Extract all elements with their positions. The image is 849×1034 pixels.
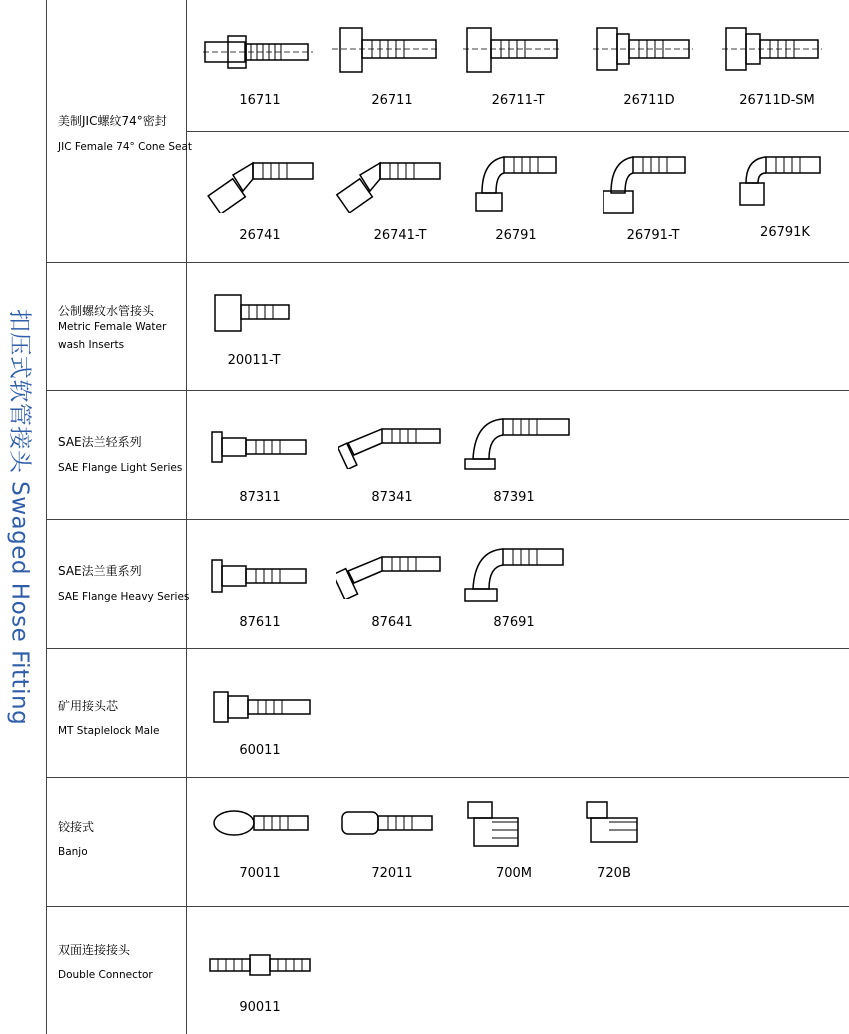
- part-code: 16711: [239, 93, 281, 108]
- divider: [46, 906, 849, 907]
- part-code: 26711D-SM: [739, 93, 815, 108]
- divider: [46, 0, 47, 1034]
- fitting-diagram-26791-t: [603, 153, 687, 215]
- fitting-diagram-26741: [205, 155, 317, 213]
- part-code: 26711D: [623, 93, 675, 108]
- section-label-cn: 矿用接头芯: [58, 699, 119, 713]
- section-label-en: SAE Flange Light Series: [58, 462, 183, 474]
- fitting-diagram-60011: [212, 690, 314, 724]
- fitting-diagram-87691: [463, 545, 567, 603]
- part-code: 26711: [371, 93, 413, 108]
- part-code: 26741: [239, 228, 281, 243]
- fitting-diagram-16711: [203, 32, 313, 72]
- fitting-diagram-26711d-sm: [722, 26, 822, 72]
- fitting-diagram-87641: [336, 553, 444, 599]
- section-label-en: SAE Flange Heavy Series: [58, 591, 190, 603]
- fitting-diagram-87391: [463, 415, 573, 471]
- divider: [186, 131, 849, 132]
- part-code: 90011: [239, 1000, 281, 1015]
- part-code: 87691: [493, 615, 535, 630]
- part-code: 20011-T: [227, 353, 281, 368]
- part-code: 26741-T: [373, 228, 427, 243]
- fitting-diagram-26711: [332, 26, 440, 74]
- fitting-diagram-26711d: [593, 26, 693, 72]
- fitting-diagram-87311: [210, 430, 310, 464]
- part-code: 700M: [495, 866, 533, 881]
- part-code: 26791K: [760, 225, 810, 240]
- section-label-en: JIC Female 74° Cone Seat: [58, 141, 192, 153]
- part-code: 87391: [493, 490, 535, 505]
- fitting-diagram-26791: [474, 153, 558, 215]
- section-label-en: MT Staplelock Male: [58, 725, 160, 737]
- section-label-en: Double Connector: [58, 969, 153, 981]
- part-code: 26711-T: [491, 93, 545, 108]
- part-code: 87611: [239, 615, 281, 630]
- part-code: 70011: [239, 866, 281, 881]
- fitting-diagram-26741-t: [332, 155, 444, 213]
- part-code: 26791-T: [626, 228, 680, 243]
- part-code: 87641: [371, 615, 413, 630]
- part-code: 26791: [495, 228, 537, 243]
- fitting-diagram-26791k: [738, 153, 824, 209]
- section-label-en: Metric Female Water: [58, 321, 167, 333]
- section-label-cn: SAE法兰重系列: [58, 564, 142, 578]
- fitting-diagram-87611: [210, 558, 310, 594]
- part-code: 87311: [239, 490, 281, 505]
- section-label-en: wash Inserts: [58, 339, 125, 351]
- section-label-en: Banjo: [58, 846, 88, 858]
- fitting-diagram-20011-t: [213, 293, 293, 333]
- divider: [46, 262, 849, 263]
- fitting-diagram-700m: [466, 800, 526, 850]
- fitting-diagram-90011: [208, 953, 312, 977]
- page-title: 扣压式软管接头 Swaged Hose Fitting: [6, 308, 33, 726]
- section-label-cn: 美制JIC螺纹74°密封: [58, 114, 167, 128]
- vertical-title: [0, 0, 44, 1034]
- section-label-cn: 双面连接接头: [58, 943, 131, 957]
- divider: [46, 390, 849, 391]
- part-code: 72011: [371, 866, 413, 881]
- fitting-diagram-70011: [212, 808, 312, 838]
- part-code: 720B: [597, 866, 631, 881]
- fitting-diagram-720b: [585, 800, 641, 846]
- part-code: 60011: [239, 743, 281, 758]
- section-label-cn: 铰接式: [58, 820, 95, 834]
- divider: [186, 0, 187, 1034]
- divider: [46, 777, 849, 778]
- fitting-diagram-87341: [338, 425, 444, 469]
- fitting-diagram-26711-t: [463, 26, 561, 74]
- divider: [46, 648, 849, 649]
- section-label-cn: SAE法兰轻系列: [58, 435, 142, 449]
- divider: [46, 519, 849, 520]
- fitting-diagram-72011: [340, 808, 436, 838]
- part-code: 87341: [371, 490, 413, 505]
- section-label-cn: 公制螺纹水管接头: [58, 304, 155, 318]
